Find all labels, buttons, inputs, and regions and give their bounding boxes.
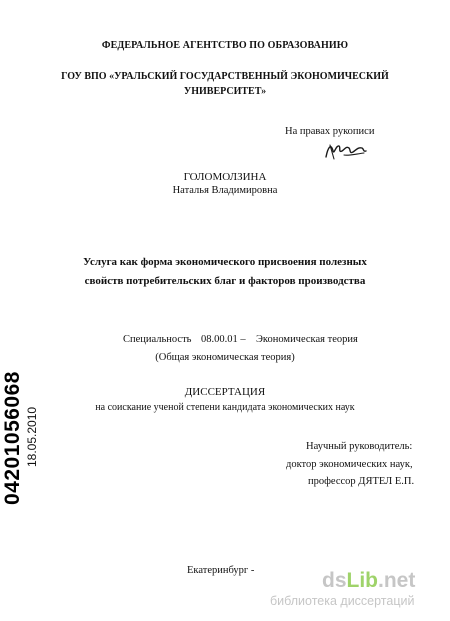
dissertation-subheading: на соискание ученой степени кандидата экономических наук [95, 402, 355, 413]
dissertation-title-line-2: свойств потребительских благ и факторов производства [84, 275, 366, 287]
watermark-brand-suffix: .net [378, 569, 416, 592]
dissertation-title-line-1: Услуга как форма экономического присвоения полезных [83, 256, 367, 268]
supervisor-label: Научный руководитель: [306, 441, 413, 452]
registration-number-stamp: 04201056068 [1, 371, 24, 505]
manuscript-rights-note: На правах рукописи [285, 126, 375, 137]
supervisor-name: профессор ДЯТЕЛ Е.П. [308, 476, 415, 487]
specialty-code: 08.00.01 – [201, 334, 246, 345]
city-and-year: Екатеринбург - [187, 565, 255, 576]
supervisor-degree: доктор экономических наук, [286, 459, 413, 470]
institution-line-2: УНИВЕРСИТЕТ» [183, 86, 267, 97]
specialty-subname: (Общая экономическая теория) [155, 352, 295, 363]
agency-name: ФЕДЕРАЛЬНОЕ АГЕНТСТВО ПО ОБРАЗОВАНИЮ [101, 40, 349, 51]
specialty-name: Экономическая теория [256, 334, 358, 345]
watermark-logo [322, 570, 415, 591]
dissertation-heading: ДИССЕРТАЦИЯ [184, 386, 266, 398]
author-first-names: Наталья Владимировна [172, 185, 278, 196]
watermark-brand-highlight: Lib [346, 569, 379, 592]
institution-line-1: ГОУ ВПО «УРАЛЬСКИЙ ГОСУДАРСТВЕННЫЙ ЭКОНОМИЧЕСКИЙ [61, 71, 389, 82]
handwritten-signature [322, 137, 370, 163]
registration-date-stamp: 18.05.2010 [25, 406, 39, 467]
author-surname: ГОЛОМОЛЗИНА [183, 171, 267, 183]
watermark-brand-prefix: ds [322, 569, 347, 592]
specialty-label: Специальность [123, 334, 192, 345]
watermark-tagline: библиотека диссертаций [270, 594, 415, 608]
